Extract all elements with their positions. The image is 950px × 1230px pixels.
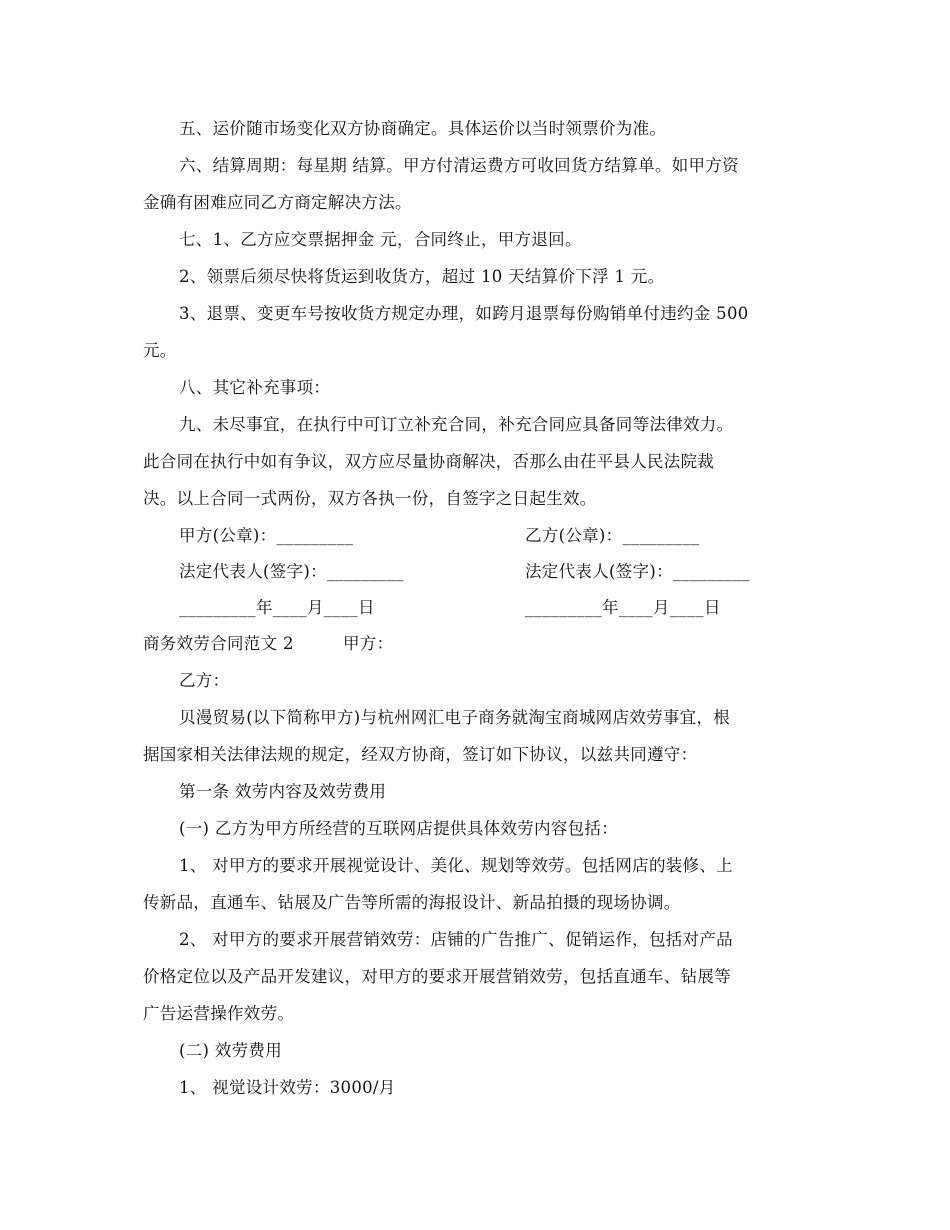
- clause-9-cont-1: 此合同在执行中如有争议，双方应尽量协商解决，否那么由茌平县人民法院裁: [143, 452, 715, 471]
- party-a-date: _________年____月____日: [179, 598, 375, 617]
- contract-intro-cont: 据国家相关法律法规的规定，经双方协商，签订如下协议，以兹共同遵守：: [143, 745, 698, 764]
- party-b-date: _________年____月____日: [525, 598, 721, 617]
- party-b-seal: 乙方(公章)：_________: [525, 526, 700, 545]
- second-contract-party-a: 甲方：: [343, 634, 394, 653]
- service-fee-item-1: 1、 视觉设计效劳：3000/月: [179, 1078, 396, 1097]
- service-fee-heading: (二) 效劳费用: [179, 1041, 283, 1060]
- service-item-2-cont-1: 价格定位以及产品开发建议，对甲方的要求开展营销效劳，包括直通车、钻展等: [143, 967, 731, 986]
- clause-6-cont: 金确有困难应同乙方商定解决方法。: [143, 193, 412, 212]
- party-a-representative: 法定代表人(签字)：_________: [179, 562, 404, 581]
- service-item-1: 1、 对甲方的要求开展视觉设计、美化、规划等效劳。包括网店的装修、上: [179, 856, 733, 875]
- clause-9-cont-2: 决。以上合同一式两份，双方各执一份，自签字之日起生效。: [143, 489, 597, 508]
- clause-9: 九、未尽事宜，在执行中可订立补充合同，补充合同应具备同等法律效力。: [179, 415, 734, 434]
- second-contract-party-b: 乙方：: [179, 671, 230, 690]
- clause-6: 六、结算周期：每星期 结算。甲方付清运费方可收回货方结算单。如甲方资: [179, 156, 739, 175]
- clause-5: 五、运价随市场变化双方协商确定。具体运价以当时领票价为准。: [179, 119, 667, 138]
- service-item-1-cont: 传新品，直通车、钻展及广告等所需的海报设计、新品拍摄的现场协调。: [143, 893, 681, 912]
- clause-7-3-cont: 元。: [143, 341, 177, 360]
- service-item-2: 2、 对甲方的要求开展营销效劳：店铺的广告推广、促销运作，包括对产品: [179, 930, 733, 949]
- service-content-heading: (一) 乙方为甲方所经营的互联网店提供具体效劳内容包括：: [179, 819, 619, 838]
- clause-8: 八、其它补充事项：: [179, 378, 331, 397]
- party-a-seal: 甲方(公章)：_________: [179, 526, 354, 545]
- clause-7-2: 2、领票后须尽快将货运到收货方，超过 10 天结算价下浮 1 元。: [179, 267, 665, 286]
- party-b-representative: 法定代表人(签字)：_________: [525, 562, 750, 581]
- service-item-2-cont-2: 广告运营操作效劳。: [143, 1004, 295, 1023]
- clause-7-1: 七、1、乙方应交票据押金 元，合同终止，甲方退回。: [179, 230, 582, 249]
- article-1-heading: 第一条 效劳内容及效劳费用: [179, 782, 387, 801]
- contract-intro: 贝漫贸易(以下简称甲方)与杭州网汇电子商务就淘宝商城网店效劳事宜，根: [179, 708, 731, 727]
- second-contract-title: 商务效劳合同范文 2: [143, 634, 294, 653]
- clause-7-3: 3、退票、变更车号按收货方规定办理，如跨月退票每份购销单付违约金 500: [179, 304, 749, 323]
